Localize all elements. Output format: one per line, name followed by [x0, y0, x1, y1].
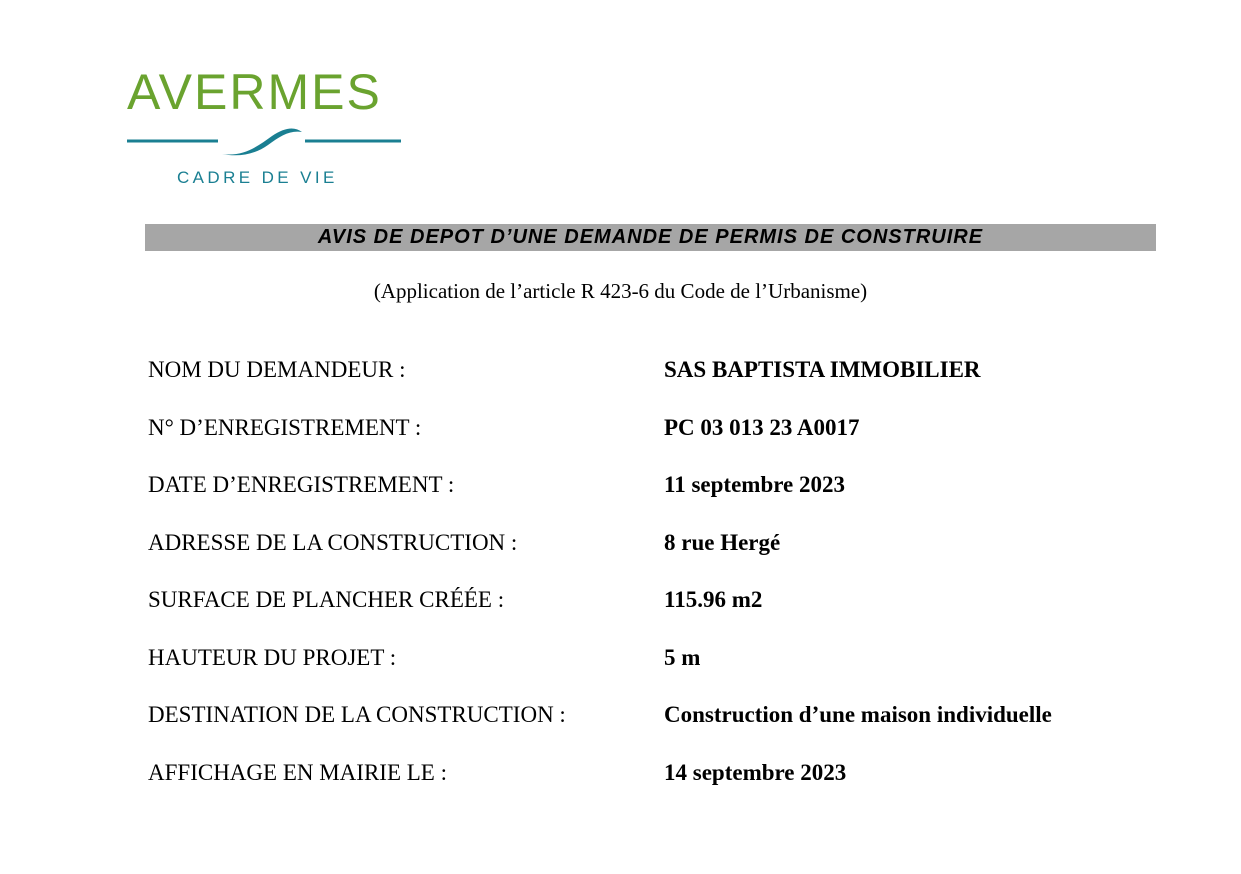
field-value: 14 septembre 2023	[664, 759, 847, 785]
field-label: HAUTEUR DU PROJET :	[148, 644, 397, 670]
permit-details	[148, 355, 1148, 815]
field-label: N° D’ENREGISTREMENT :	[148, 414, 422, 440]
field-value: 11 septembre 2023	[664, 472, 846, 497]
field-value: 8 rue Hergé	[664, 529, 781, 555]
field-value: SAS BAPTISTA IMMOBILIER	[664, 357, 981, 382]
field-label: ADRESSE DE LA CONSTRUCTION :	[148, 529, 518, 555]
notice-title: AVIS DE DEPOT D’UNE DEMANDE DE PERMIS DE CONSTRUIRE	[317, 226, 984, 248]
field-label: NOM DU DEMANDEUR :	[148, 357, 406, 382]
field-row-address	[148, 528, 1148, 586]
wave-icon	[126, 124, 402, 158]
logo-tagline: CADRE DE VIE	[177, 168, 338, 187]
field-label: DESTINATION DE LA CONSTRUCTION :	[148, 702, 566, 727]
field-row-registration-date	[148, 470, 1148, 528]
field-label: AFFICHAGE EN MAIRIE LE :	[148, 759, 447, 785]
notice-title-banner	[145, 224, 1156, 251]
avermes-logo	[126, 66, 402, 190]
field-value: PC 03 013 23 A0017	[664, 414, 860, 440]
field-row-registration-number	[148, 413, 1148, 471]
logo-wordmark: AVERMES	[127, 64, 382, 120]
field-row-floor-area	[148, 585, 1148, 643]
field-label: DATE D’ENREGISTREMENT :	[148, 472, 455, 497]
field-value: Construction d’une maison individuelle	[664, 702, 1052, 727]
field-row-height	[148, 643, 1148, 701]
field-row-posting-date	[148, 758, 1148, 816]
field-row-applicant	[148, 355, 1148, 413]
field-row-destination	[148, 700, 1148, 758]
field-label: SURFACE DE PLANCHER CRÉÉE :	[148, 587, 505, 612]
field-value: 115.96 m2	[664, 587, 763, 612]
field-value: 5 m	[664, 644, 701, 670]
notice-subtitle: (Application de l’article R 423-6 du Code de l’Urbanisme)	[373, 279, 868, 303]
